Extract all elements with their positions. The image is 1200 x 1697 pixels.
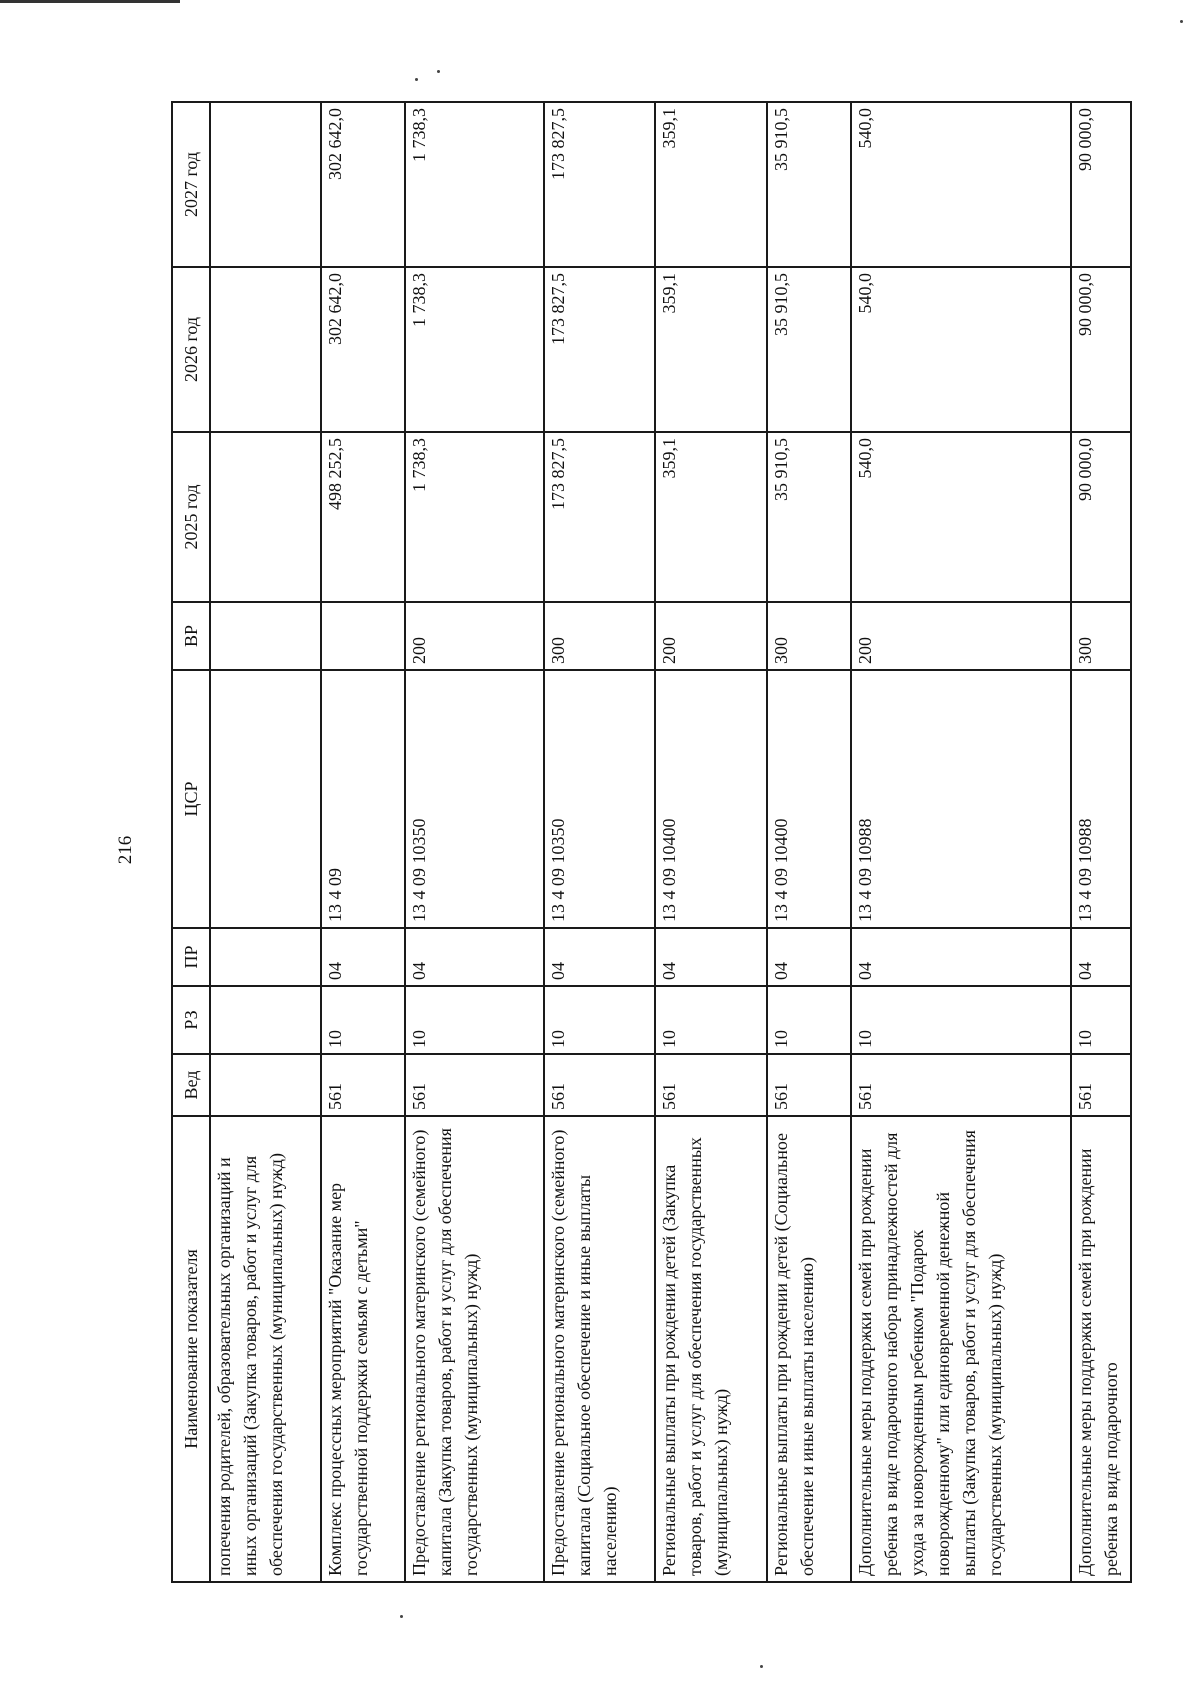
row-rz: 10 (405, 986, 544, 1054)
table-row (767, 102, 851, 1582)
table-row (321, 102, 405, 1582)
row-2026: 1 738,3 (405, 267, 544, 432)
row-vr: 300 (767, 602, 851, 670)
header-ved: Вед (172, 1054, 210, 1116)
budget-table (171, 101, 1132, 1583)
row-2025: 90 000,0 (1071, 432, 1131, 602)
row-csr: 13 4 09 10988 (851, 670, 1072, 928)
header-rz: РЗ (172, 986, 210, 1054)
row-name: Предоставление регионального материнского (семейного) капитала (Закупка товаров, работ и услуг для обеспечения государственных (муниципальных) нужд) (405, 1116, 544, 1582)
row-name: Дополнительные меры поддержки семей при рождении ребенка в виде подарочного (1071, 1116, 1131, 1582)
row-pr: 04 (655, 928, 766, 986)
row-vr: 300 (1071, 602, 1131, 670)
row-2027: 90 000,0 (1071, 102, 1131, 267)
header-2025: 2025 год (172, 432, 210, 602)
row-2025: 173 827,5 (544, 432, 655, 602)
row-2025 (210, 432, 321, 602)
row-2026 (210, 267, 321, 432)
table-row (210, 102, 321, 1582)
row-rz: 10 (767, 986, 851, 1054)
row-ved (210, 1054, 321, 1116)
table-row (405, 102, 544, 1582)
row-ved: 561 (321, 1054, 405, 1116)
row-rz: 10 (1071, 986, 1131, 1054)
table-row (544, 102, 655, 1582)
row-name: Комплекс процессных мероприятий "Оказание мер государственной поддержки семьям с детьми" (321, 1116, 405, 1582)
table-row (655, 102, 766, 1582)
row-csr: 13 4 09 10350 (405, 670, 544, 928)
row-pr: 04 (851, 928, 1072, 986)
row-name: Предоставление регионального материнского (семейного) капитала (Социальное обеспечение и иные выплаты населению) (544, 1116, 655, 1582)
row-2026: 540,0 (851, 267, 1072, 432)
row-csr: 13 4 09 10350 (544, 670, 655, 928)
row-rz: 10 (321, 986, 405, 1054)
row-2027: 35 910,5 (767, 102, 851, 267)
row-csr (210, 670, 321, 928)
row-csr: 13 4 09 10400 (655, 670, 766, 928)
row-name: Дополнительные меры поддержки семей при рождении ребенка в виде подарочного набора принадлежностей для ухода за новорожденным ребенком "Подарок новорожденному" или единовременной денежной выплаты (Закупка товаров, работ и услуг для обеспечения государственных (муниципальных) нужд) (851, 1116, 1072, 1582)
header-2027: 2027 год (172, 102, 210, 267)
row-vr: 200 (655, 602, 766, 670)
row-pr (210, 928, 321, 986)
row-name: Региональные выплаты при рождении детей (Социальное обеспечение и иные выплаты населению) (767, 1116, 851, 1582)
row-2027 (210, 102, 321, 267)
row-pr: 04 (1071, 928, 1131, 986)
row-vr (210, 602, 321, 670)
row-csr: 13 4 09 10988 (1071, 670, 1131, 928)
row-vr: 200 (851, 602, 1072, 670)
row-ved: 561 (655, 1054, 766, 1116)
scan-speck (415, 78, 418, 81)
row-ved: 561 (405, 1054, 544, 1116)
row-ved: 561 (851, 1054, 1072, 1116)
row-pr: 04 (321, 928, 405, 986)
row-2025: 540,0 (851, 432, 1072, 602)
page-number: 216 (115, 835, 136, 865)
row-2025: 359,1 (655, 432, 766, 602)
row-2027: 173 827,5 (544, 102, 655, 267)
budget-table-container (171, 103, 1132, 1583)
scan-speck (1180, 20, 1183, 23)
row-rz: 10 (851, 986, 1072, 1054)
row-ved: 561 (544, 1054, 655, 1116)
row-2025: 1 738,3 (405, 432, 544, 602)
row-vr: 300 (544, 602, 655, 670)
header-vr: ВР (172, 602, 210, 670)
row-2025: 35 910,5 (767, 432, 851, 602)
row-2026: 302 642,0 (321, 267, 405, 432)
row-name: Региональные выплаты при рождении детей (Закупка товаров, работ и услуг для обеспечения государственных (муниципальных) нужд) (655, 1116, 766, 1582)
row-pr: 04 (405, 928, 544, 986)
row-ved: 561 (1071, 1054, 1131, 1116)
row-2026: 173 827,5 (544, 267, 655, 432)
row-2027: 302 642,0 (321, 102, 405, 267)
scan-speck (437, 70, 440, 73)
row-2026: 90 000,0 (1071, 267, 1131, 432)
row-vr (321, 602, 405, 670)
table-row (851, 102, 1072, 1582)
header-pr: ПР (172, 928, 210, 986)
row-rz: 10 (655, 986, 766, 1054)
header-csr: ЦСР (172, 670, 210, 928)
scan-edge (0, 0, 180, 3)
row-pr: 04 (544, 928, 655, 986)
row-rz: 10 (544, 986, 655, 1054)
scan-speck (400, 1615, 403, 1618)
row-ved: 561 (767, 1054, 851, 1116)
row-vr: 200 (405, 602, 544, 670)
row-2027: 1 738,3 (405, 102, 544, 267)
row-2027: 540,0 (851, 102, 1072, 267)
row-name: попечения родителей, образовательных организаций и иных организаций (Закупка товаров, работ и услуг для обеспечения государственных (муниципальных) нужд) (210, 1116, 321, 1582)
header-row (172, 102, 210, 1582)
row-csr: 13 4 09 (321, 670, 405, 928)
header-name: Наименование показателя (172, 1116, 210, 1582)
row-2026: 359,1 (655, 267, 766, 432)
row-pr: 04 (767, 928, 851, 986)
header-2026: 2026 год (172, 267, 210, 432)
scan-speck (760, 1665, 763, 1668)
row-2026: 35 910,5 (767, 267, 851, 432)
row-csr: 13 4 09 10400 (767, 670, 851, 928)
table-row (1071, 102, 1131, 1582)
row-2025: 498 252,5 (321, 432, 405, 602)
row-2027: 359,1 (655, 102, 766, 267)
row-rz (210, 986, 321, 1054)
